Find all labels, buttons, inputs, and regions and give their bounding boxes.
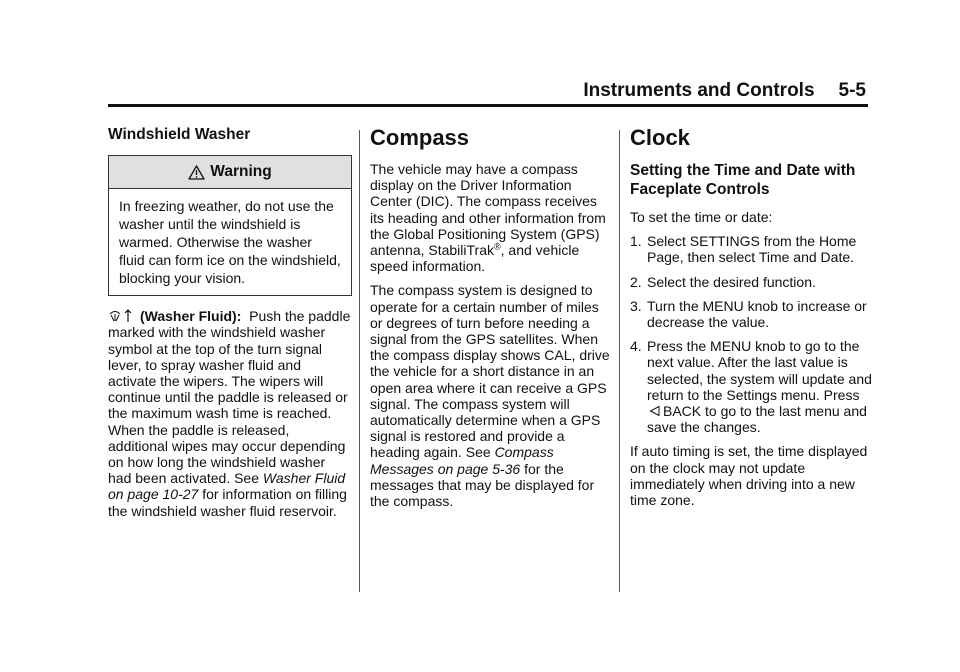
column-divider-2 [619,130,620,592]
warning-text: In freezing weather, do not use the washer until the windshield is warmed. Otherwise the washer fluid can form ice on the windshield, blocking your vision. [119,198,341,287]
washer-fluid-paragraph [108,308,352,519]
column-clock [630,125,875,516]
step-number: 2. [630,273,642,290]
washer-fluid-text-1: Push the paddle marked with the windshield washer symbol at the top of the turn signal lever, to spray washer fluid and activate the wipers. The wipers will continue until the paddle is released or the maximum wash time is reached. When the paddle is released, additional wipes may occur depending on how long the windshield washer had been activated. See [108,308,351,487]
washer-fluid-ref: Washer Fluid on page 10-27 [108,470,346,503]
list-item [630,274,875,290]
step-text: Select SETTINGS from the Home Page, then select Time and Date. [647,233,857,266]
warning-header [109,156,351,189]
step-text: Turn the MENU knob to increase or decrease the value. [647,297,867,331]
registered-mark: ® [494,241,501,252]
step-number: 1. [630,233,642,250]
step-text-pre: Press the MENU knob to go to the next value. After the last value is selected, the system will update and return to the Settings menu. Press [647,338,872,403]
warning-title: Warning [210,163,272,181]
page-number: 5-5 [838,80,866,101]
compass-p1-post: , and vehicle speed information. [370,242,580,275]
compass-paragraph-2 [370,282,610,509]
step-number: 4. [630,338,642,355]
list-item [630,338,875,435]
list-item [630,298,875,330]
step-number: 3. [630,297,642,314]
warning-box [108,155,352,296]
clock-intro: To set the time or date: [630,209,773,225]
step-text: Select the desired function. [647,273,816,290]
section-title: Instruments and Controls [583,80,815,101]
column-compass [370,125,610,517]
washer-fluid-label: (Washer Fluid): [140,308,242,325]
clock-subheading: Setting the Time and Date with Faceplate Controls [630,162,856,198]
back-icon [649,405,661,417]
compass-messages-ref: Compass Messages on page 5-36 [370,444,554,477]
column-divider-1 [359,130,360,592]
compass-p2-pre: The compass system is designed to operate for a certain number of miles or degrees of turn before needing a signal from the GPS satellites. When the compass display shows CAL, drive the vehicle for a short distance in an open area where it can receive a GPS signal. The compass system will automatically determine when a GPS signal is restored and provide a heading again. See [370,282,610,461]
step-text-post: BACK to go to the last menu and save the changes. [647,403,867,436]
list-item [630,233,875,265]
washer-fluid-icon [108,308,134,323]
column-windshield-washer [108,125,352,527]
windshield-washer-heading: Windshield Washer [108,126,251,143]
clock-heading: Clock [630,125,690,150]
warning-icon [188,165,205,180]
header-rule [108,104,868,107]
compass-p1-pre: The vehicle may have a compass display on the Driver Information Center (DIC). The compass receives its heading and other information from the Global Positioning System (GPS) antenna, StabiliTrak [370,161,606,259]
washer-fluid-text-2: for information on filling the windshield washer fluid reservoir. [108,486,347,519]
compass-heading: Compass [370,125,470,150]
page-header [583,80,866,102]
compass-paragraph-1 [370,161,610,274]
clock-steps-list [630,233,875,435]
clock-note: If auto timing is set, the time displayed on the clock may not update immediately when driving into a new time zone. [630,443,868,509]
compass-p2-post: for the messages that may be displayed for the compass. [370,460,595,510]
